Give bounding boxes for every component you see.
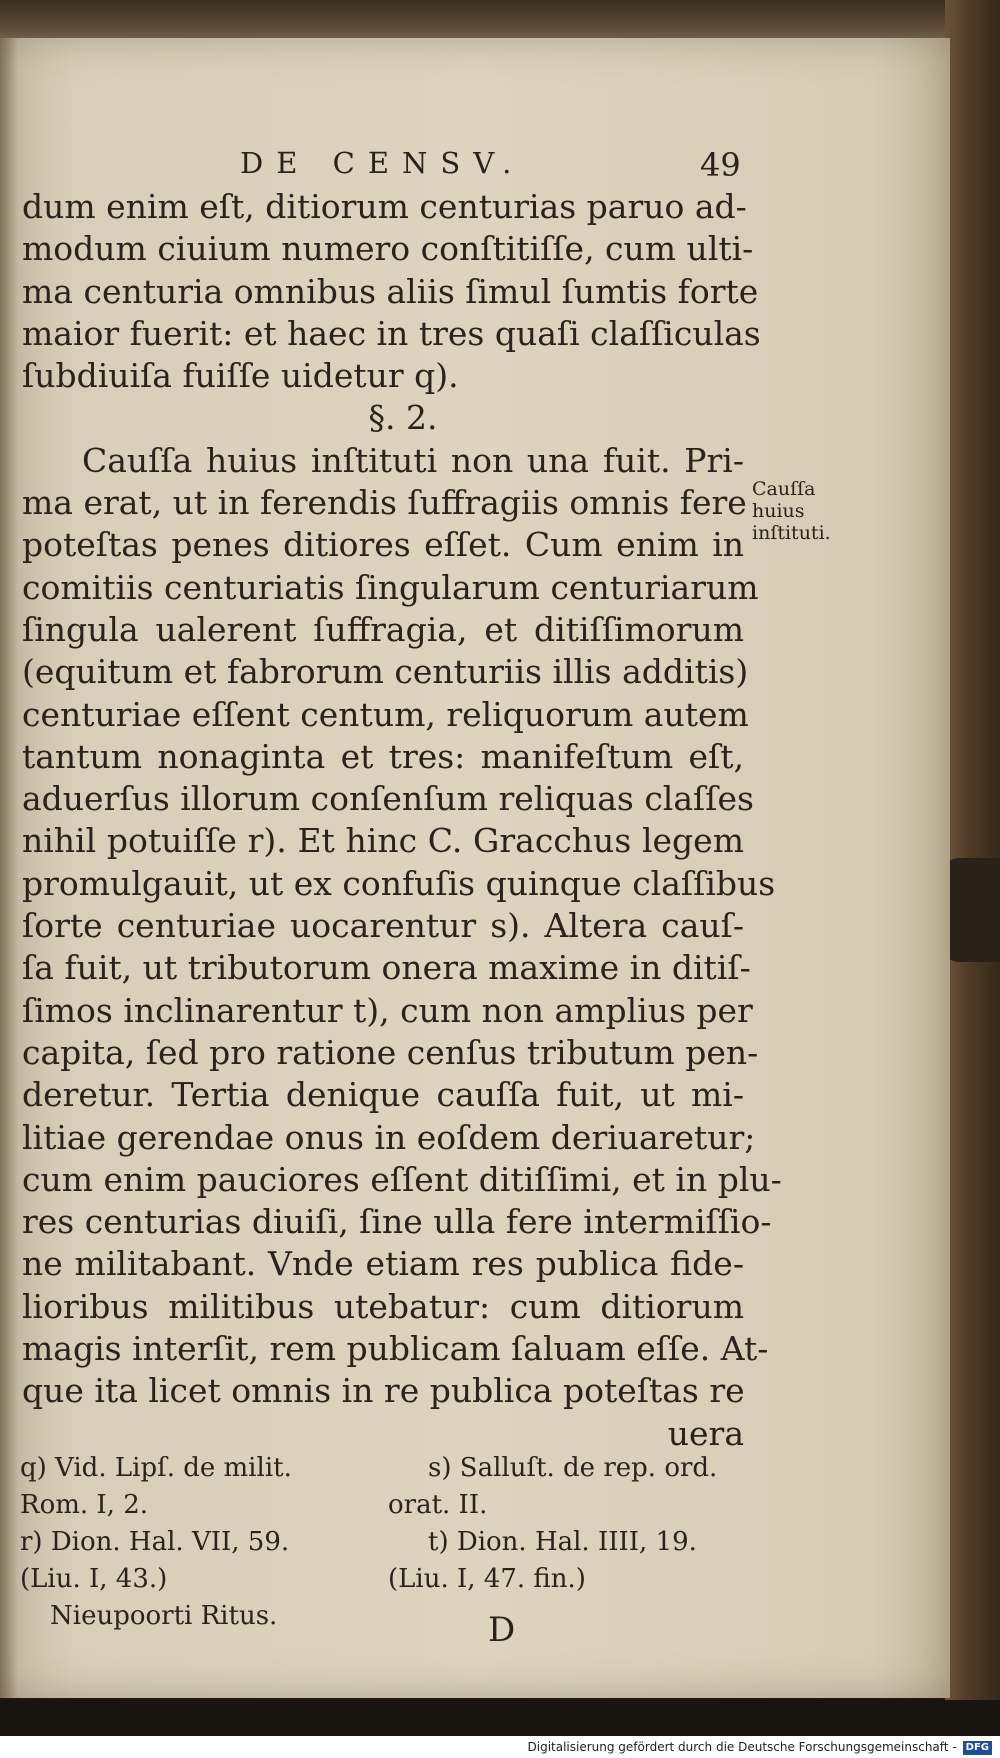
running-title: DE CENSV.	[240, 146, 525, 180]
scan-bottom-band	[0, 1700, 1000, 1736]
footnotes	[0, 1450, 950, 1640]
footnote-line: (Liu. I, 47. fin.)	[388, 1564, 586, 1594]
text-line: promulgauit, ut ex confuſis quinque claſſibus	[22, 863, 776, 903]
footnote-line: (Liu. I, 43.)	[20, 1564, 168, 1594]
credit-text: Digitalisierung gefördert durch die Deutsche Forschungsgemeinschaft -	[527, 1740, 957, 1754]
page-number: 49	[700, 146, 741, 184]
marginal-note-line: Cauſſa	[752, 478, 816, 500]
text-line: cum enim pauciores eſſent ditiſſimi, et in plu-	[22, 1159, 782, 1199]
footnotes-left-column	[20, 1450, 380, 1635]
text-line: poteſtas penes ditiores eſſet. Cum enim in	[22, 525, 744, 565]
catchword-line: uera	[667, 1413, 744, 1453]
text-line: nihil potuiſſe r). Et hinc C. Gracchus legem	[22, 821, 744, 861]
text-line: litiae gerendae onus in eoſdem deriuaretur;	[22, 1117, 756, 1157]
footnote-line: q) Vid. Lipſ. de milit.	[20, 1453, 292, 1483]
text-line: capita, ſed pro ratione cenſus tributum pen-	[22, 1032, 759, 1072]
text-line: res centurias diuiſi, ſine ulla fere intermiſſio-	[22, 1202, 772, 1242]
text-line: comitiis centuriatis ſingularum centuriarum	[22, 567, 759, 607]
text-line: (equitum et fabrorum centuriis illis additis)	[22, 652, 749, 692]
text-line: ma erat, ut in ferendis ſuffragiis omnis fere	[22, 483, 747, 523]
text-line: que ita licet omnis in re publica poteſtas re	[22, 1371, 745, 1411]
text-line: ſorte centuriae uocarentur s). Altera cauſ-	[22, 906, 744, 946]
text-line: maior fuerit: et haec in tres quaſi claſſiculas	[22, 313, 761, 353]
footnote-line: s) Salluſt. de rep. ord.	[428, 1453, 718, 1483]
text-line: Cauſſa huius inſtituti non una fuit. Pri-	[82, 440, 744, 480]
section-mark: §. 2.	[368, 398, 438, 438]
text-line: ne militabant. Vnde etiam res publica fide-	[22, 1244, 744, 1284]
digitization-credit	[0, 1736, 1000, 1758]
page-gutter-shadow	[0, 38, 18, 1698]
text-line: ſimos inclinarentur t), cum non amplius per	[22, 990, 753, 1030]
text-line: aduerſus illorum conſenſum reliquas claſſes	[22, 779, 754, 819]
main-text	[22, 186, 782, 1455]
footnote-line: Rom. I, 2.	[20, 1490, 149, 1520]
marginal-note-line: huius	[752, 500, 805, 522]
dfg-logo-icon: DFG	[963, 1741, 992, 1755]
footnote-line: orat. II.	[388, 1490, 488, 1520]
text-line: centuriae eſſent centum, reliquorum autem	[22, 694, 749, 734]
text-line: ſingula ualerent ſuffragia, et ditiſſimorum	[22, 609, 744, 649]
text-line: modum ciuium numero conſtitiſſe, cum ulti-	[22, 229, 754, 269]
signature-mark: D	[488, 1610, 516, 1650]
footnote-line: t) Dion. Hal. IIII, 19.	[428, 1527, 697, 1557]
text-line: magis interſit, rem publicam ſaluam eſſe. At-	[22, 1329, 769, 1369]
text-line: dum enim eſt, ditiorum centurias paruo ad-	[22, 187, 747, 226]
page-header	[0, 146, 950, 186]
text-line: ſubdiuiſa fuiſſe uidetur q).	[22, 356, 459, 396]
text-line: lioribus militibus utebatur: cum ditiorum	[22, 1286, 744, 1326]
book-fore-edge	[945, 0, 1000, 1700]
marginal-note	[752, 478, 852, 544]
marginal-note-line: inſtituti.	[752, 522, 831, 544]
text-line: ma centuria omnibus aliis ſimul ſumtis forte	[22, 271, 759, 311]
footnote-line: Nieupoorti Ritus.	[50, 1601, 278, 1631]
footnote-line: r) Dion. Hal. VII, 59.	[20, 1527, 290, 1557]
footnotes-right-column	[388, 1450, 748, 1598]
text-line: deretur. Tertia denique cauſſa fuit, ut mi-	[22, 1075, 744, 1115]
text-line: tantum nonaginta et tres: manifeſtum eſt,	[22, 736, 744, 776]
text-line: ſa fuit, ut tributorum onera maxime in ditiſ-	[22, 948, 751, 988]
